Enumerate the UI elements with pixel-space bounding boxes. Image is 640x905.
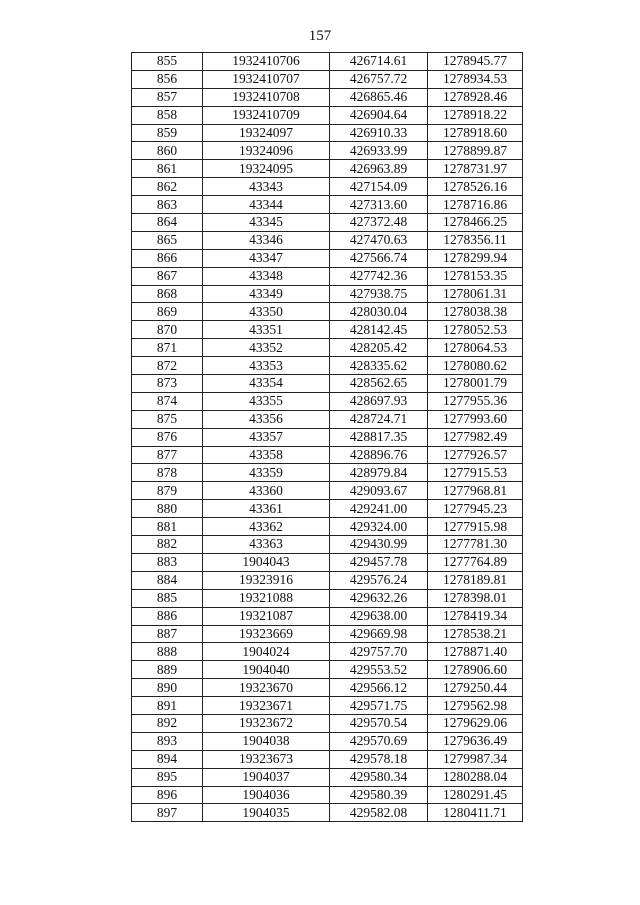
- y-coordinate-cell: 1278038.38: [428, 303, 523, 321]
- y-coordinate-cell: 1278189.81: [428, 571, 523, 589]
- y-coordinate-cell: 1277764.89: [428, 553, 523, 571]
- y-coordinate-cell: 1278526.16: [428, 178, 523, 196]
- y-coordinate-cell: 1278538.21: [428, 625, 523, 643]
- point-id-cell: 43355: [203, 392, 330, 410]
- table-row: [132, 106, 523, 124]
- point-number-cell: 855: [132, 53, 203, 71]
- point-id-cell: 43344: [203, 196, 330, 214]
- y-coordinate-cell: 1278934.53: [428, 70, 523, 88]
- table-row: [132, 142, 523, 160]
- point-number-cell: 881: [132, 518, 203, 536]
- table-row: [132, 375, 523, 393]
- x-coordinate-cell: 426714.61: [330, 53, 428, 71]
- page-number: 157: [308, 28, 332, 44]
- point-id-cell: 1904024: [203, 643, 330, 661]
- table-row: [132, 231, 523, 249]
- x-coordinate-cell: 429580.39: [330, 786, 428, 804]
- x-coordinate-cell: 429566.12: [330, 679, 428, 697]
- point-id-cell: 43361: [203, 500, 330, 518]
- point-id-cell: 43360: [203, 482, 330, 500]
- table-row: [132, 500, 523, 518]
- table-row: [132, 249, 523, 267]
- table-row: [132, 571, 523, 589]
- x-coordinate-cell: 427313.60: [330, 196, 428, 214]
- y-coordinate-cell: 1278928.46: [428, 88, 523, 106]
- x-coordinate-cell: 429430.99: [330, 536, 428, 554]
- point-id-cell: 19324095: [203, 160, 330, 178]
- table-row: [132, 357, 523, 375]
- point-id-cell: 1904040: [203, 661, 330, 679]
- y-coordinate-cell: 1279987.34: [428, 750, 523, 768]
- point-number-cell: 896: [132, 786, 203, 804]
- y-coordinate-cell: 1280291.45: [428, 786, 523, 804]
- point-number-cell: 885: [132, 589, 203, 607]
- x-coordinate-cell: 429578.18: [330, 750, 428, 768]
- point-number-cell: 877: [132, 446, 203, 464]
- point-number-cell: 869: [132, 303, 203, 321]
- x-coordinate-cell: 426910.33: [330, 124, 428, 142]
- point-id-cell: 43359: [203, 464, 330, 482]
- point-number-cell: 857: [132, 88, 203, 106]
- table-row: [132, 160, 523, 178]
- table-row: [132, 786, 523, 804]
- point-id-cell: 1932410707: [203, 70, 330, 88]
- point-id-cell: 43357: [203, 428, 330, 446]
- point-id-cell: 19323670: [203, 679, 330, 697]
- y-coordinate-cell: 1277915.53: [428, 464, 523, 482]
- point-number-cell: 871: [132, 339, 203, 357]
- y-coordinate-cell: 1278466.25: [428, 214, 523, 232]
- table-row: [132, 53, 523, 71]
- table-row: [132, 804, 523, 822]
- point-number-cell: 865: [132, 231, 203, 249]
- point-number-cell: 879: [132, 482, 203, 500]
- point-number-cell: 882: [132, 536, 203, 554]
- point-number-cell: 887: [132, 625, 203, 643]
- x-coordinate-cell: 429757.70: [330, 643, 428, 661]
- y-coordinate-cell: 1278153.35: [428, 267, 523, 285]
- x-coordinate-cell: 428896.76: [330, 446, 428, 464]
- point-id-cell: 43347: [203, 249, 330, 267]
- y-coordinate-cell: 1277982.49: [428, 428, 523, 446]
- table-row: [132, 410, 523, 428]
- y-coordinate-cell: 1278001.79: [428, 375, 523, 393]
- point-id-cell: 19321087: [203, 607, 330, 625]
- point-id-cell: 43343: [203, 178, 330, 196]
- x-coordinate-cell: 429553.52: [330, 661, 428, 679]
- point-number-cell: 864: [132, 214, 203, 232]
- table-row: [132, 321, 523, 339]
- point-id-cell: 1904038: [203, 732, 330, 750]
- y-coordinate-cell: 1277968.81: [428, 482, 523, 500]
- point-id-cell: 43346: [203, 231, 330, 249]
- point-number-cell: 859: [132, 124, 203, 142]
- table-row: [132, 178, 523, 196]
- x-coordinate-cell: 428030.04: [330, 303, 428, 321]
- x-coordinate-cell: 429669.98: [330, 625, 428, 643]
- point-number-cell: 874: [132, 392, 203, 410]
- point-id-cell: 43358: [203, 446, 330, 464]
- x-coordinate-cell: 429570.69: [330, 732, 428, 750]
- point-number-cell: 878: [132, 464, 203, 482]
- y-coordinate-cell: 1278052.53: [428, 321, 523, 339]
- y-coordinate-cell: 1280288.04: [428, 768, 523, 786]
- x-coordinate-cell: 428979.84: [330, 464, 428, 482]
- y-coordinate-cell: 1279629.06: [428, 714, 523, 732]
- point-id-cell: 43356: [203, 410, 330, 428]
- x-coordinate-cell: 426904.64: [330, 106, 428, 124]
- point-number-cell: 883: [132, 553, 203, 571]
- x-coordinate-cell: 429582.08: [330, 804, 428, 822]
- table-row: [132, 428, 523, 446]
- y-coordinate-cell: 1277945.23: [428, 500, 523, 518]
- x-coordinate-cell: 427742.36: [330, 267, 428, 285]
- x-coordinate-cell: 428817.35: [330, 428, 428, 446]
- table-row: [132, 446, 523, 464]
- table-row: [132, 285, 523, 303]
- table-row: [132, 88, 523, 106]
- table-row: [132, 536, 523, 554]
- table-body: [132, 53, 523, 822]
- point-id-cell: 1904043: [203, 553, 330, 571]
- table-row: [132, 625, 523, 643]
- y-coordinate-cell: 1278899.87: [428, 142, 523, 160]
- x-coordinate-cell: 429632.26: [330, 589, 428, 607]
- y-coordinate-cell: 1278731.97: [428, 160, 523, 178]
- x-coordinate-cell: 427938.75: [330, 285, 428, 303]
- point-id-cell: 43350: [203, 303, 330, 321]
- x-coordinate-cell: 429638.00: [330, 607, 428, 625]
- x-coordinate-cell: 426963.89: [330, 160, 428, 178]
- point-id-cell: 43363: [203, 536, 330, 554]
- point-number-cell: 884: [132, 571, 203, 589]
- x-coordinate-cell: 429457.78: [330, 553, 428, 571]
- table-row: [132, 464, 523, 482]
- table-row: [132, 303, 523, 321]
- point-number-cell: 875: [132, 410, 203, 428]
- table-row: [132, 196, 523, 214]
- point-id-cell: 43351: [203, 321, 330, 339]
- point-id-cell: 43362: [203, 518, 330, 536]
- x-coordinate-cell: 429580.34: [330, 768, 428, 786]
- table-row: [132, 661, 523, 679]
- point-id-cell: 1932410709: [203, 106, 330, 124]
- table-row: [132, 518, 523, 536]
- point-id-cell: 19321088: [203, 589, 330, 607]
- y-coordinate-cell: 1277926.57: [428, 446, 523, 464]
- table-row: [132, 714, 523, 732]
- point-id-cell: 1904035: [203, 804, 330, 822]
- table-row: [132, 124, 523, 142]
- point-id-cell: 43348: [203, 267, 330, 285]
- point-id-cell: 43349: [203, 285, 330, 303]
- y-coordinate-cell: 1277993.60: [428, 410, 523, 428]
- y-coordinate-cell: 1277781.30: [428, 536, 523, 554]
- table-row: [132, 607, 523, 625]
- x-coordinate-cell: 429093.67: [330, 482, 428, 500]
- point-number-cell: 856: [132, 70, 203, 88]
- table-row: [132, 732, 523, 750]
- point-number-cell: 873: [132, 375, 203, 393]
- x-coordinate-cell: 428697.93: [330, 392, 428, 410]
- y-coordinate-cell: 1278918.22: [428, 106, 523, 124]
- table-row: [132, 339, 523, 357]
- x-coordinate-cell: 426933.99: [330, 142, 428, 160]
- y-coordinate-cell: 1280411.71: [428, 804, 523, 822]
- y-coordinate-cell: 1279562.98: [428, 697, 523, 715]
- x-coordinate-cell: 429571.75: [330, 697, 428, 715]
- point-number-cell: 886: [132, 607, 203, 625]
- x-coordinate-cell: 429241.00: [330, 500, 428, 518]
- y-coordinate-cell: 1278871.40: [428, 643, 523, 661]
- point-id-cell: 1932410706: [203, 53, 330, 71]
- table-row: [132, 589, 523, 607]
- table-row: [132, 697, 523, 715]
- y-coordinate-cell: 1278918.60: [428, 124, 523, 142]
- y-coordinate-cell: 1278906.60: [428, 661, 523, 679]
- table-row: [132, 214, 523, 232]
- point-number-cell: 860: [132, 142, 203, 160]
- point-id-cell: 19323673: [203, 750, 330, 768]
- table-row: [132, 553, 523, 571]
- y-coordinate-cell: 1279250.44: [428, 679, 523, 697]
- y-coordinate-cell: 1278398.01: [428, 589, 523, 607]
- y-coordinate-cell: 1278061.31: [428, 285, 523, 303]
- point-id-cell: 43352: [203, 339, 330, 357]
- point-number-cell: 868: [132, 285, 203, 303]
- table-row: [132, 267, 523, 285]
- point-number-cell: 897: [132, 804, 203, 822]
- point-number-cell: 894: [132, 750, 203, 768]
- x-coordinate-cell: 429576.24: [330, 571, 428, 589]
- point-number-cell: 867: [132, 267, 203, 285]
- x-coordinate-cell: 426865.46: [330, 88, 428, 106]
- point-id-cell: 43354: [203, 375, 330, 393]
- point-id-cell: 19323916: [203, 571, 330, 589]
- x-coordinate-cell: 428142.45: [330, 321, 428, 339]
- point-id-cell: 19323669: [203, 625, 330, 643]
- y-coordinate-cell: 1278299.94: [428, 249, 523, 267]
- y-coordinate-cell: 1277915.98: [428, 518, 523, 536]
- x-coordinate-cell: 428562.65: [330, 375, 428, 393]
- point-number-cell: 893: [132, 732, 203, 750]
- table-row: [132, 70, 523, 88]
- point-number-cell: 861: [132, 160, 203, 178]
- point-number-cell: 889: [132, 661, 203, 679]
- x-coordinate-cell: 427372.48: [330, 214, 428, 232]
- x-coordinate-cell: 427566.74: [330, 249, 428, 267]
- y-coordinate-cell: 1278716.86: [428, 196, 523, 214]
- x-coordinate-cell: 427470.63: [330, 231, 428, 249]
- point-number-cell: 888: [132, 643, 203, 661]
- x-coordinate-cell: 428335.62: [330, 357, 428, 375]
- point-number-cell: 862: [132, 178, 203, 196]
- point-number-cell: 858: [132, 106, 203, 124]
- point-number-cell: 891: [132, 697, 203, 715]
- y-coordinate-cell: 1277955.36: [428, 392, 523, 410]
- point-id-cell: 1904037: [203, 768, 330, 786]
- point-number-cell: 892: [132, 714, 203, 732]
- point-number-cell: 866: [132, 249, 203, 267]
- y-coordinate-cell: 1278419.34: [428, 607, 523, 625]
- point-id-cell: 1904036: [203, 786, 330, 804]
- x-coordinate-cell: 428205.42: [330, 339, 428, 357]
- point-number-cell: 895: [132, 768, 203, 786]
- point-number-cell: 863: [132, 196, 203, 214]
- y-coordinate-cell: 1278945.77: [428, 53, 523, 71]
- table-row: [132, 643, 523, 661]
- point-id-cell: 43345: [203, 214, 330, 232]
- point-id-cell: 43353: [203, 357, 330, 375]
- y-coordinate-cell: 1279636.49: [428, 732, 523, 750]
- table-row: [132, 482, 523, 500]
- point-id-cell: 19323671: [203, 697, 330, 715]
- x-coordinate-cell: 428724.71: [330, 410, 428, 428]
- y-coordinate-cell: 1278064.53: [428, 339, 523, 357]
- y-coordinate-cell: 1278080.62: [428, 357, 523, 375]
- point-number-cell: 872: [132, 357, 203, 375]
- x-coordinate-cell: 426757.72: [330, 70, 428, 88]
- point-id-cell: 19324096: [203, 142, 330, 160]
- point-number-cell: 890: [132, 679, 203, 697]
- point-number-cell: 880: [132, 500, 203, 518]
- point-number-cell: 876: [132, 428, 203, 446]
- table-row: [132, 750, 523, 768]
- table-row: [132, 679, 523, 697]
- x-coordinate-cell: 429324.00: [330, 518, 428, 536]
- x-coordinate-cell: 429570.54: [330, 714, 428, 732]
- x-coordinate-cell: 427154.09: [330, 178, 428, 196]
- table-row: [132, 392, 523, 410]
- table-row: [132, 768, 523, 786]
- point-id-cell: 19324097: [203, 124, 330, 142]
- point-id-cell: 19323672: [203, 714, 330, 732]
- point-number-cell: 870: [132, 321, 203, 339]
- point-id-cell: 1932410708: [203, 88, 330, 106]
- y-coordinate-cell: 1278356.11: [428, 231, 523, 249]
- coordinates-table: [131, 52, 523, 822]
